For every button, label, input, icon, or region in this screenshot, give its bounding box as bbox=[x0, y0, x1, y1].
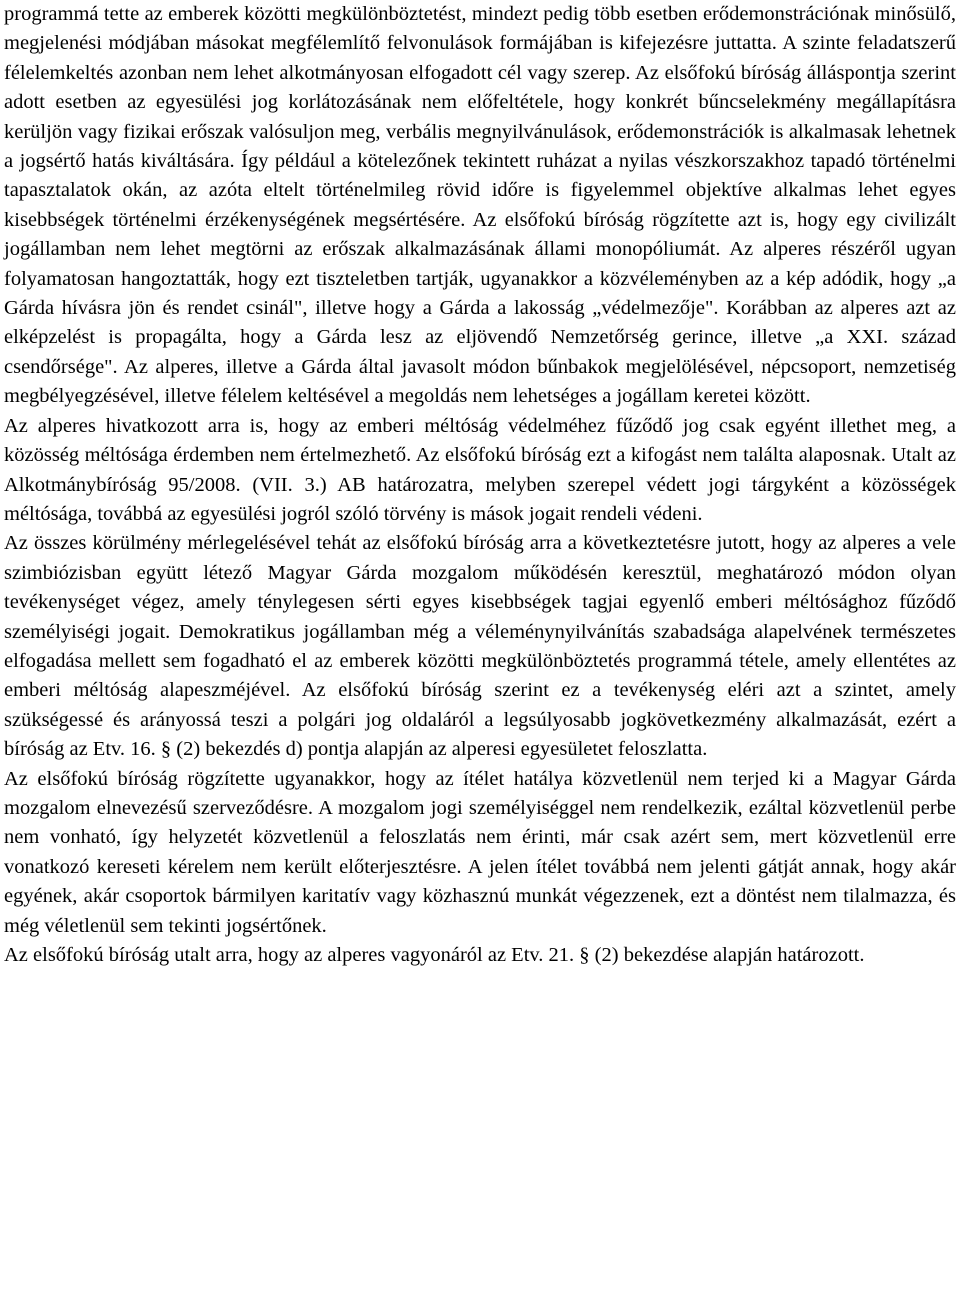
paragraph: Az összes körülmény mérlegelésével tehát az elsőfokú bíróság arra a következtetésre jutott, hogy az alperes a vele szimbiózisban együtt létező Magyar Gárda mozgalom működésén keresztül, meghatározó módon olyan tevékenységet végez, amely ténylegesen sérti egyes kisebbségek tagjai egyenlő emberi méltósághoz fűződő személyiségi jogait. Demokratikus jogállamban még a véleménynyilvánítás szabadsága alapelvének természetes elfogadása mellett sem fogadható el az emberek közötti megkülönböztetés programmá tétele, amely ellentétes az emberi méltóság alapeszméjével. Az elsőfokú bíróság szerint ez a tevékenység eléri azt a szintet, amely szükségessé és arányossá teszi a polgári jog oldaláról a legsúlyosabb jogkövetkezmény alkalmazását, ezért a bíróság az Etv. 16. § (2) bekezdés d) pontja alapján az alperesi egyesületet feloszlatta. bbox=[4, 532, 956, 761]
paragraph: Az elsőfokú bíróság rögzítette ugyanakkor, hogy az ítélet hatálya közvetlenül nem terjed ki a Magyar Gárda mozgalom elnevezésű szerveződésre. A mozgalom jogi személyiséggel nem rendelkezik, ezáltal közvetlenül perbe nem vonható, így helyzetét közvetlenül a feloszlatás nem érinti, már csak azért sem, mert közvetlenül erre vonatkozó kereseti kérelem nem került előterjesztésre. A jelen ítélet továbbá nem jelenti gátját annak, hogy akár egyének, akár csoportok bármilyen karitatív vagy közhasznú munkát végezzenek, ezt a döntést nem tilalmazza, és még véletlenül sem tekinti jogsértőnek. bbox=[4, 767, 956, 937]
paragraph: programmá tette az emberek közötti megkülönböztetést, mindezt pedig több esetben erődemonstrációnak minősülő, megjelenési módjában másokat megfélemlítő felvonulások formájában is kifejezésre juttatta. A szinte feladatszerű félelemkeltés azonban nem lehet alkotmányosan elfogadott cél vagy szerep. Az elsőfokú bíróság álláspontja szerint adott esetben az egyesülési jog korlátozásának nem előfeltétele, hogy konkrét bűncselekmény megállapításra kerüljön vagy fizikai erőszak valósuljon meg, verbális megnyilvánulások, erődemonstrációk is alkalmasak lehetnek a jogsértő hatás kiváltására. Így például a kötelezőnek tekintett ruházat a nyilas vészkorszakhoz tapadó történelmi tapasztalatok okán, az azóta eltelt történelmileg rövid időre is figyelemmel objektíve alkalmas lehet egyes kisebbségek történelmi érzékenységének megsértésére. Az elsőfokú bíróság rögzítette azt is, hogy egy civilizált jogállamban nem lehet megtörni az erőszak alkalmazásának állami monopóliumát. Az alperes részéről ugyan folyamatosan hangoztatták, hogy ezt tiszteletben tartják, ugyanakkor a közvéleményben az a kép adódik, hogy „a Gárda hívásra jön és rendet csinál", illetve hogy a Gárda a lakosság „védelmezője". Korábban az alperes azt az elképzelést is propagálta, hogy a Gárda lesz az eljövendő Nemzetőrség gerince, illetve „a XXI. század csendőrsége". Az alperes, illetve a Gárda által javasolt módon bűnbakok megjelölésével, népcsoport, nemzetiség megbélyegzésével, illetve félelem keltésével a megoldás nem lehetséges a jogállam keretei között. bbox=[4, 3, 956, 408]
paragraph: Az elsőfokú bíróság utalt arra, hogy az alperes vagyonáról az Etv. 21. § (2) bekezdése alapján határozott. bbox=[4, 944, 865, 966]
paragraph: Az alperes hivatkozott arra is, hogy az emberi méltóság védelméhez fűződő jog csak egyént illethet meg, a közösség méltósága érdemben nem értelmezhető. Az elsőfokú bíróság ezt a kifogást nem találta alaposnak. Utalt az Alkotmánybíróság 95/2008. (VII. 3.) AB határozatra, melyben szerepel védett jogi tárgyként a közösségek méltósága, továbbá az egyesülési jogról szóló törvény is mások jogait rendeli védeni. bbox=[4, 414, 956, 525]
